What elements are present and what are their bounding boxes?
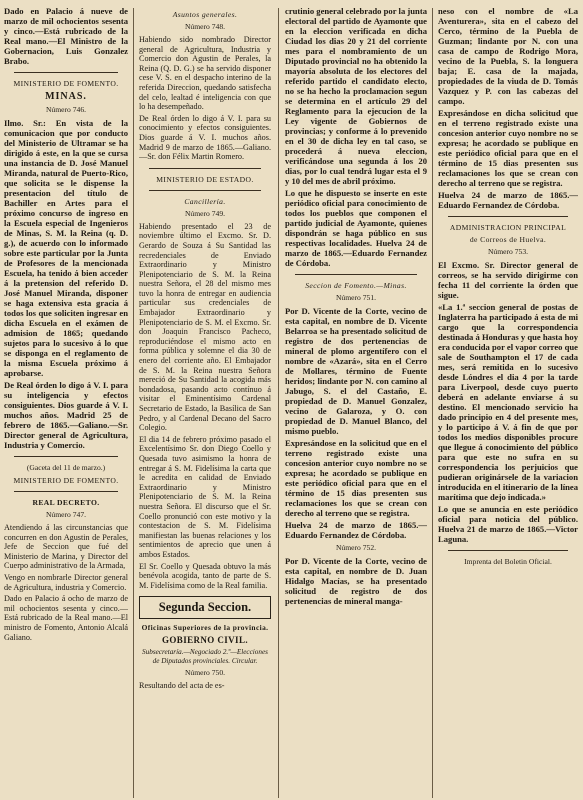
article-paragraph: Habiendo sido nombrado Director general de Agricultura, Industria y Comercio don Agustin de Perales, la Reina (Q. D. G.) se ha servido disponer cese V. S. en el despacho interino de la referida Direccion, quedando satisfecha del celo, lealtad é inteligencia con que lo ha desempeñado.	[139, 35, 271, 112]
column-rule	[278, 8, 279, 798]
article-paragraph: Lo que he dispuesto se inserte en este periódico oficial para conocimiento de todos los pueblos que componen el partido judicial de Ayamonte, quienes dispondrán se haga público en sus respectivas localidades. Huelva 24 de marzo de 1865.—Eduardo Fernandez de Córdoba.	[285, 188, 427, 268]
item-number: Número 748.	[184, 22, 226, 31]
column-4	[438, 6, 578, 570]
divider	[448, 216, 568, 217]
column-rule	[432, 8, 433, 798]
section-heading: Oficinas Superiores de la provincia.	[141, 623, 269, 633]
decree-heading: REAL DECRETO.	[32, 498, 100, 507]
decree-closing: Dado en Palacio á nueve de marzo de mil ochocientos sesenta y cinco.—Está rubricado de la Real mano.—El Ministro de la Gobernacion, Luis Gonzalez Brabo.	[4, 6, 128, 66]
item-number: Número 746.	[45, 105, 87, 114]
article-paragraph: Ilmo. Sr.: En vista de la comunicacion que por conducto del Ministerio de Ultramar se ha dirigido á este, en la que se cursa una instancia de D. José Manuel Miranda, natural de Puerto-Rico, que solicita se le dispense la presentacion del título de Bachiller en Artes para el próximo concurso de ingreso en la Escuela especial de Ingenieros de Minas, S. M. la Reina (q. D. g.), de acuerdo con lo informado sobre este particular por la Junta de Profesores de la mencionada Escuela, ha tenido á bien acceder á la pretension del referido D. José Manuel Miranda, disponer se haga extensiva esta gracia á todos los que soliciten ingresar en dicha Escuela en el exámen de admision de 1865; quedando sujetos para lo sucesivo á lo que se disponga en el reglamento de la misma Escuela próximo á aprobarse.	[4, 118, 128, 378]
article-paragraph: De Real órden lo digo á V. I. para su inteligencia y efectos consiguientes. Dios guarde á V. I. muchos años. Madrid 25 de febrero de 1865.—Galiano.—Sr. Director general de Agricultura, Industria y Comercio.	[4, 380, 128, 450]
section-heading: MINISTERIO DE FOMENTO.	[13, 476, 119, 485]
article-paragraph: El Excmo. Sr. Director general de correos, se ha servido dirigirme con fecha 11 del corriente la órden que sigue.	[438, 260, 578, 300]
article-paragraph: crutinio general celebrado por la junta electoral del partido de Ayamonte que en la eleccion verificada en dicha Ciudad los dias 20 y 21 del corriente mes para el nombramiento de un Diputado provincial no ha obtenido la mayoría absoluta de los electores del referido partido el candidato electo, no se ha hecho la proclamacion segun se determina en el artículo 29 del Reglamento para la ejecucion de la Ley vigente de Gobiernos de provincias; y conforme á lo prevenido en el 30 de dicha ley en tal caso, se procederá á nueva eleccion, verificándose una segunda á los 20 dias, por lo cual tendrá lugar esta el 9 y 10 del mes de abril próximo.	[285, 6, 427, 186]
article-paragraph: Habiendo presentado el 23 de noviembre último el Excmo. Sr. D. Gerardo de Souza á Su Santidad las recredenciales de Enviado Extraordinario y Ministro Plenipotenciario de S. M. la Reina nuestra Señora, el 28 del mismo mes tuvo la honra de entregar en audiencia particular sus credenciales de Embajador Extraordinario y Plenipotenciario de S. M. el Excmo. Sr. don Joaquin Francisco Pacheco, reproduciéndose el mismo acto en forma pública y solemne el dia 30 de enero del corriente año. El Embajador de S. M. la Reina nuestra Señora mereció de Su Santidad la acogida más bondadosa, pasando acto contínuo á visitar el Eminentísimo Cardenal Secretario de Estado, la Basílica de San Pedro, y al Cardenal Decano del Sacro Colegio.	[139, 221, 271, 433]
divider	[14, 456, 118, 457]
item-number: Número 753.	[487, 247, 529, 256]
article-paragraph: Por D. Vicente de la Corte, vecino de esta capital, en nombre de D. Vicente Belarroa se ha presentado solicitud de registro de dos pertenencias de mineral de plomo argentífero con el nombre de «Azará», sita en el Cerro de Mollares, término de Fuente heridos; lindante por N. con camino al Jabugo, S. el del Castaño, E. propiedad de D. Manuel Gonzalez, vecino de Galaroza, y O. con propiedad de D. Manuel Blanco, del mismo pueblo.	[285, 306, 427, 436]
column-2	[139, 6, 271, 693]
article-paragraph: El dia 14 de febrero próximo pasado el Excelentísimo Sr. don Diego Coello y Quesada tuvo asimismo la honra de entregar á S. M. Fidelísima la carta que le acredita en calidad de Enviado Extraordinario y Ministro Plenipotenciario de S. M. la Reina nuestra Señora. El discurso que el Sr. Coello pronunció con este motivo y la contestacion de S. M. Fidelísima manifiestan las buenas relaciones y los sentimientos de aprecio que unen á ambos Estados.	[139, 434, 271, 559]
article-paragraph: Expresándose en dicha solicitud que en el terreno registrado existe una concesion anterior cuyo nombre no se expresa; he acordado se publique en este periódico oficial para que en el término de 15 dias presenten sus reclamaciones los que se crean con derecho al terreno que se registra.	[438, 108, 578, 188]
section-subheading: de Correos de Huelva.	[469, 235, 547, 244]
section-subheading: Cancillería.	[184, 196, 226, 206]
section-banner: Segunda Seccion.	[139, 596, 271, 619]
section-heading: MINISTERIO DE FOMENTO.	[13, 79, 119, 88]
section-heading: MINISTERIO DE ESTADO.	[156, 174, 254, 184]
article-paragraph: Huelva 24 de marzo de 1865.—Eduardo Fernandez de Córdoba.	[285, 520, 427, 540]
item-number: Número 752.	[335, 543, 377, 552]
item-number: Número 750.	[184, 668, 226, 678]
item-number: Número 749.	[184, 208, 226, 218]
column-1	[4, 6, 128, 644]
divider	[149, 190, 261, 191]
divider	[295, 274, 417, 275]
section-subheading: MINAS.	[45, 91, 87, 102]
article-paragraph: Resultando del acta de es-	[139, 681, 225, 691]
article-paragraph: Por D. Vicente de la Corte, vecino de esta capital, en nombre de D. Juan Hidalgo Macías, se ha presentado solicitud de registro de dos pertenencias de mineral manga-	[285, 556, 427, 606]
section-subheading: Subsecretaría.—Negociado 2.º—Elecciones de Diputados provinciales. Circular.	[142, 648, 268, 665]
divider	[14, 72, 118, 73]
article-paragraph: Atendiendo á las circunstancias que concurren en don Agustin de Perales, Jefe de Seccion que fué del Ministerio de Marina, y Director del Cuerpo administrativo de la Armada,	[4, 523, 128, 571]
section-heading: ADMINISTRACION PRINCIPAL	[449, 223, 567, 232]
article-paragraph: Huelva 24 de marzo de 1865.—Eduardo Fernandez de Córdoba.	[438, 190, 578, 210]
article-paragraph: De Real órden lo digo á V. I. para su conocimiento y efectos consiguientes. Dios guarde á V. I. muchos años. Madrid 9 de marzo de 1865.—Galiano.—Sr. don Félix Martin Romero.	[139, 113, 271, 162]
item-number: Número 751.	[335, 293, 377, 302]
item-number: Número 747.	[45, 510, 87, 519]
divider	[448, 550, 568, 551]
article-paragraph: El Sr. Coello y Quesada obtuvo la más benévola acogida, tanto de parte de S. M. Fidelísima como de la Real familia.	[139, 561, 271, 590]
article-paragraph: «La 1.ª seccion general de postas de Inglaterra ha participado á esta de mi cargo que la correspondencia destinada á Honduras y que hasta hoy era conducida por el vapor correo que sale de Southampton el 17 de cada mes, será remitida en lo sucesivo desde Lóndres el dia 4 por la tarde para Liverpool, desde cuyo puerto deberá en adelante enviarse á su destino. El mencionado servicio ha dado principio en 4 del presente mes, y lo participo á V. á fin de que por todos los medios disponibles procure que llegue á conocimiento del público para que este no sufra en su correspondencia los perjuicios que pudieran originársele de la variacion introducida en el itinerario de la línea marítima que dejo indicada.»	[438, 302, 578, 502]
article-paragraph: neso con el nombre de «La Aventurera», sita en el cabezo del Cerco, término de la Puebla de Guzman; lindante por N. con una casa de campo de Rodrigo Mora, vecino de la Puebla, S. la longuera baja; E. casa de la majada, propiedades de la viuda de D. Tomás Vazquez y P. con las cabezas del campo.	[438, 6, 578, 106]
section-heading: GOBIERNO CIVIL.	[161, 635, 248, 646]
divider	[14, 491, 118, 492]
column-3	[285, 6, 427, 608]
printer-imprint: Imprenta del Boletin Oficial.	[464, 557, 552, 566]
article-paragraph: Expresándose en la solicitud que en el terreno registrado existe una concesion anterior cuyo nombre no se expresa; he acordado se publique en este periódico oficial para que en el término de 15 dias presenten sus reclamaciones los que se crean con derecho al terreno que se registra.	[285, 438, 427, 518]
gazette-reference: (Gaceta del 11 de marzo.)	[26, 463, 106, 472]
column-rule	[133, 8, 134, 798]
divider	[149, 168, 261, 169]
section-subheading: Seccion de Fomento.—Minas.	[305, 281, 407, 290]
article-paragraph: Lo que se anuncia en este periódico oficial para noticia del público. Huelva 21 de marzo de 1865.—Victor Laguna.	[438, 504, 578, 544]
article-paragraph: Dado en Palacio á ocho de marzo de mil ochocientos sesenta y cinco.—Está rubricado de la Real mano.—El ministro de Fomento, Antonio Alcalá Galiano.	[4, 594, 128, 642]
section-subheading: Asuntos generales.	[172, 10, 238, 19]
article-paragraph: Vengo en nombrarle Director general de Agricultura, industria y Comercio.	[4, 572, 128, 592]
